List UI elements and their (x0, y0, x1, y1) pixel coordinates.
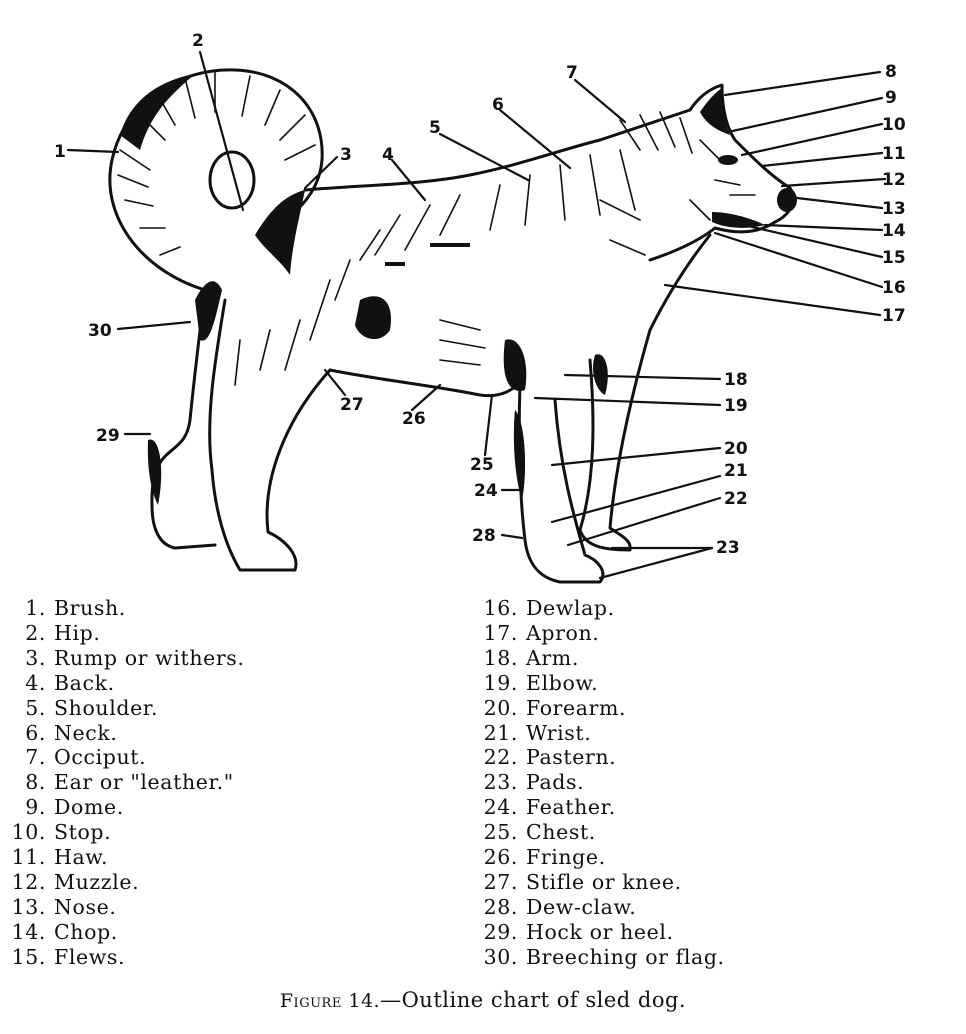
legend-item (0, 845, 245, 870)
callout-13: 13 (882, 199, 906, 219)
legend-text: Pastern. (526, 745, 617, 770)
callout-15: 15 (882, 248, 906, 268)
legend-text: Stop. (54, 820, 112, 845)
legend-item (0, 895, 245, 920)
callout-11: 11 (882, 144, 906, 164)
callout-26: 26 (402, 409, 426, 429)
legend-text: Shoulder. (54, 695, 159, 720)
legend-number: 19. (483, 670, 518, 695)
legend-text: Ear or "leather." (54, 770, 234, 795)
legend-number: 5. (25, 695, 46, 720)
legend-number: 18. (483, 645, 518, 670)
legend-number: 8. (25, 770, 46, 795)
legend-item (462, 920, 725, 945)
callout-16: 16 (882, 278, 906, 298)
callout-27: 27 (340, 395, 364, 415)
callout-7: 7 (566, 63, 578, 83)
legend-number: 26. (483, 845, 518, 870)
legend-number: 23. (483, 770, 518, 795)
callout-17: 17 (882, 306, 906, 326)
legend-text: Chop. (54, 919, 118, 944)
legend-text: Arm. (526, 645, 579, 670)
callout-20: 20 (724, 439, 748, 459)
callout-9: 9 (885, 88, 897, 108)
callout-14: 14 (882, 221, 906, 241)
legend-text: Nose. (54, 894, 117, 919)
legend-number: 28. (483, 894, 518, 919)
legend-item (0, 696, 245, 721)
callout-3: 3 (340, 145, 352, 165)
callout-4: 4 (382, 145, 394, 165)
legend-item (0, 671, 245, 696)
callout-25: 25 (470, 455, 494, 475)
legend-item (462, 596, 725, 621)
legend-text: Stifle or knee. (526, 869, 682, 894)
legend-item (0, 646, 245, 671)
legend-text: Breeching or flag. (526, 944, 725, 969)
legend-text: Haw. (54, 845, 109, 870)
legend-text: Rump or withers. (54, 645, 245, 670)
legend-item (0, 721, 245, 746)
legend-text: Chest. (526, 820, 596, 845)
legend-text: Pads. (526, 770, 585, 795)
callout-8: 8 (885, 62, 897, 82)
legend-number: 12. (11, 869, 46, 894)
legend-item (0, 596, 245, 621)
legend-number: 2. (25, 620, 46, 645)
legend-text: Back. (54, 670, 115, 695)
legend-item (462, 945, 725, 970)
legend-number: 6. (25, 720, 46, 745)
callout-12: 12 (882, 170, 906, 190)
legend-text: Apron. (526, 620, 600, 645)
legend-number: 4. (25, 670, 46, 695)
dog-head (620, 85, 797, 260)
legend-item (0, 770, 245, 795)
figure-caption (0, 988, 966, 1012)
legend-right-column (462, 596, 725, 970)
legend-item (0, 820, 245, 845)
callout-23: 23 (716, 538, 740, 558)
legend-number: 27. (483, 869, 518, 894)
callout-labels (54, 31, 906, 558)
figure-label: Figure 14. (279, 990, 381, 1012)
callout-21: 21 (724, 461, 748, 481)
legend-item (462, 820, 725, 845)
legend-number: 1. (25, 596, 46, 620)
legend-text: Dewlap. (526, 596, 615, 620)
legend-item (0, 745, 245, 770)
legend-item (0, 795, 245, 820)
legend-item (462, 895, 725, 920)
legend-number: 25. (483, 820, 518, 845)
legend-number: 15. (11, 944, 46, 969)
legend-item (0, 945, 245, 970)
legend-text: Elbow. (526, 670, 599, 695)
callout-19: 19 (724, 396, 748, 416)
legend-item (462, 646, 725, 671)
callout-29: 29 (96, 426, 120, 446)
legend-item (462, 795, 725, 820)
legend-number: 21. (483, 720, 518, 745)
legend-item (0, 920, 245, 945)
legend-text: Feather. (526, 795, 616, 820)
legend-number: 29. (483, 919, 518, 944)
legend-text: Fringe. (526, 845, 606, 870)
legend-number: 7. (25, 745, 46, 770)
callout-22: 22 (724, 489, 748, 509)
legend-item (462, 845, 725, 870)
legend-item (462, 696, 725, 721)
legend-text: Neck. (54, 720, 118, 745)
legend-item (0, 621, 245, 646)
legend-text: Brush. (54, 596, 126, 620)
legend-item (462, 770, 725, 795)
legend-number: 13. (11, 894, 46, 919)
legend-text: Flews. (54, 944, 126, 969)
callout-6: 6 (492, 95, 504, 115)
legend-text: Dew-claw. (526, 894, 637, 919)
legend-left-column (0, 596, 245, 970)
legend-number: 11. (11, 845, 46, 870)
legend-text: Hock or heel. (526, 919, 674, 944)
callout-5: 5 (429, 118, 441, 138)
legend-number: 9. (25, 795, 46, 820)
legend-number: 3. (25, 645, 46, 670)
legend-text: Muzzle. (54, 869, 140, 894)
legend-item (0, 870, 245, 895)
legend-number: 14. (11, 919, 46, 944)
legend-text: Dome. (54, 795, 124, 820)
callout-24: 24 (474, 481, 498, 501)
callout-1: 1 (54, 142, 66, 162)
legend-text: Wrist. (526, 720, 592, 745)
dog-tail-brush (110, 70, 322, 290)
callout-30: 30 (88, 321, 112, 341)
legend-text: Occiput. (54, 745, 147, 770)
figure-caption-text: —Outline chart of sled dog. (380, 988, 687, 1012)
callout-10: 10 (882, 115, 906, 135)
legend-number: 16. (483, 596, 518, 620)
callout-2: 2 (192, 31, 204, 51)
legend-number: 30. (483, 944, 518, 969)
legend-text: Forearm. (526, 695, 627, 720)
legend-item (462, 870, 725, 895)
legend-number: 24. (483, 795, 518, 820)
legend-item (462, 721, 725, 746)
legend-number: 20. (483, 695, 518, 720)
legend-text: Hip. (54, 620, 101, 645)
legend-number: 10. (11, 820, 46, 845)
callout-28: 28 (472, 526, 496, 546)
legend-number: 22. (483, 745, 518, 770)
legend-number: 17. (483, 620, 518, 645)
legend-item (462, 745, 725, 770)
callout-18: 18 (724, 370, 748, 390)
legend-item (462, 671, 725, 696)
legend-item (462, 621, 725, 646)
